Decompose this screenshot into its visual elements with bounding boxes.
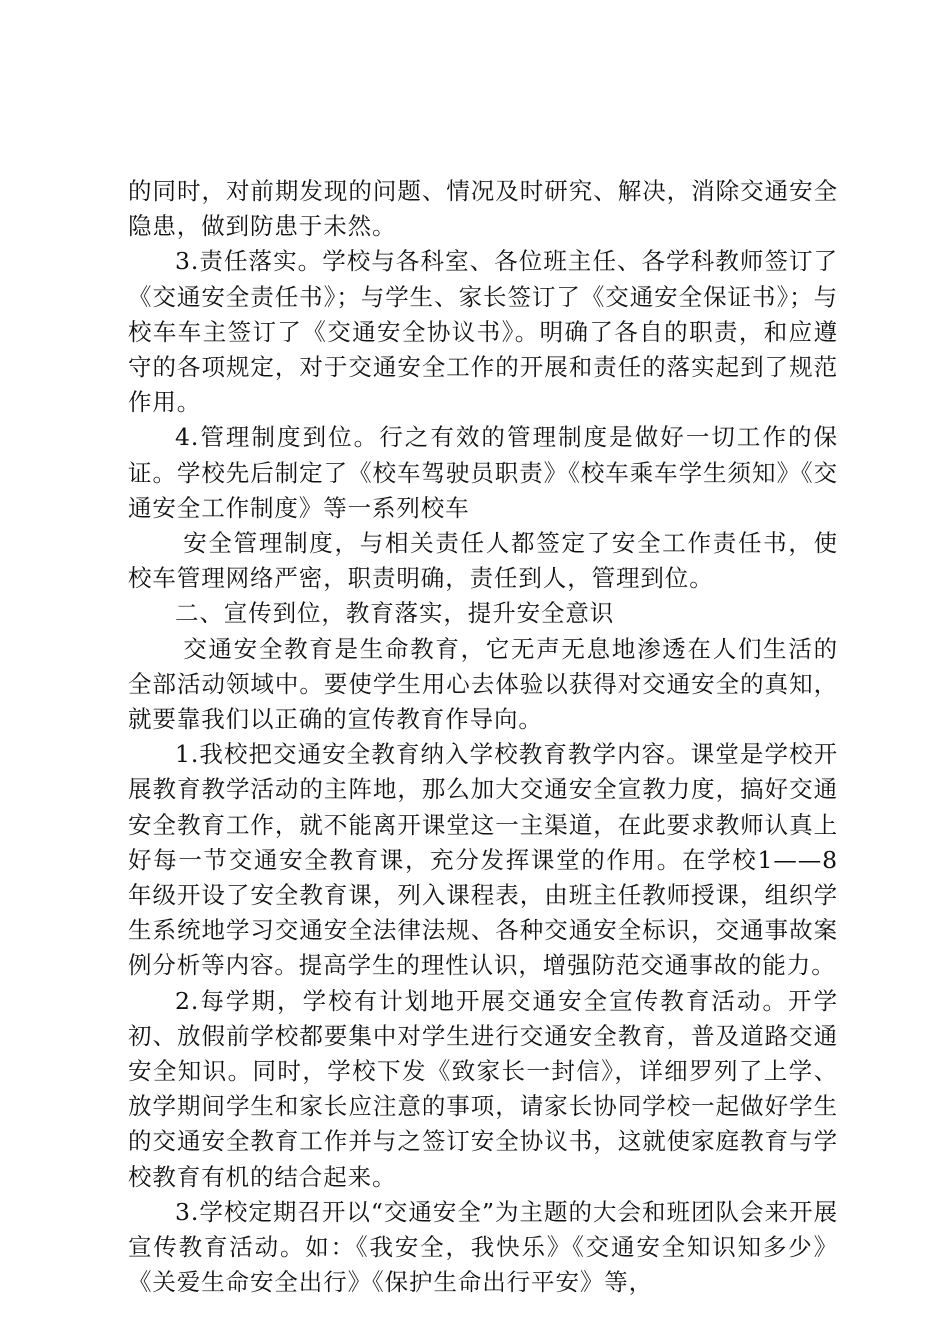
paragraph-safety-rules: 安全管理制度，与相关责任人都签定了安全工作责任书，使校车管理网络严密，职责明确，责任到人，管理到位。: [128, 529, 838, 593]
document-body: [128, 174, 838, 1301]
paragraph-management-system: 4.管理制度到位。行之有效的管理制度是做好一切工作的保证。学校先后制定了《校车驾驶员职责》《校车乘车学生须知》《交通安全工作制度》等一系列校车: [128, 423, 838, 522]
paragraph-semester-activities: 2.每学期，学校有计划地开展交通安全宣传教育活动。开学初、放假前学校都要集中对学生进行交通安全教育，普及道路交通安全知识。同时，学校下发《致家长一封信》，详细罗列了上学、放学期间学生和家长应注意的事项，请家长协同学校一起做好学生的交通安全教育工作并与之签订安全协议书，这就使家庭教育与学校教育有机的结合起来。: [128, 986, 838, 1191]
paragraph-continuation: 的同时，对前期发现的问题、情况及时研究、解决，消除交通安全隐患，做到防患于未然。: [128, 177, 838, 241]
paragraph-curriculum: 1.我校把交通安全教育纳入学校教育教学内容。课堂是学校开展教育教学活动的主阵地，那么加大交通安全宣教力度，搞好交通安全教育工作，就不能离开课堂这一主渠道，在此要求教师认真上好每一节交通安全教育课，充分发挥课堂的作用。在学校1——8年级开设了安全教育课，列入课程表，由班主任教师授课，组织学生系统地学习交通安全法律法规、各种交通安全标识，交通事故案例分析等内容。提高学生的理性认识，增强防范交通事故的能力。: [128, 740, 838, 980]
paragraph-class-meetings: 3.学校定期召开以“交通安全”为主题的大会和班团队会来开展宣传教育活动。如：《我安全，我快乐》《交通安全知识知多少》《关爱生命安全出行》《保护生命出行平安》等，: [128, 1197, 838, 1297]
paragraph-responsibility: 3.责任落实。学校与各科室、各位班主任、各学科教师签订了《交通安全责任书》；与学生、家长签订了《交通安全保证书》；与校车车主签订了《交通安全协议书》。明确了各自的职责，和应遵守的各项规定，对于交通安全工作的开展和责任的落实起到了规范作用。: [128, 247, 838, 417]
section-heading-publicity: 二、宣传到位，教育落实，提升安全意识: [175, 599, 615, 628]
paragraph-life-education: 交通安全教育是生命教育，它无声无息地渗透在人们生活的全部活动领域中。要使学生用心去体验以获得对交通安全的真知，就要靠我们以正确的宣传教育作导向。: [128, 634, 838, 734]
